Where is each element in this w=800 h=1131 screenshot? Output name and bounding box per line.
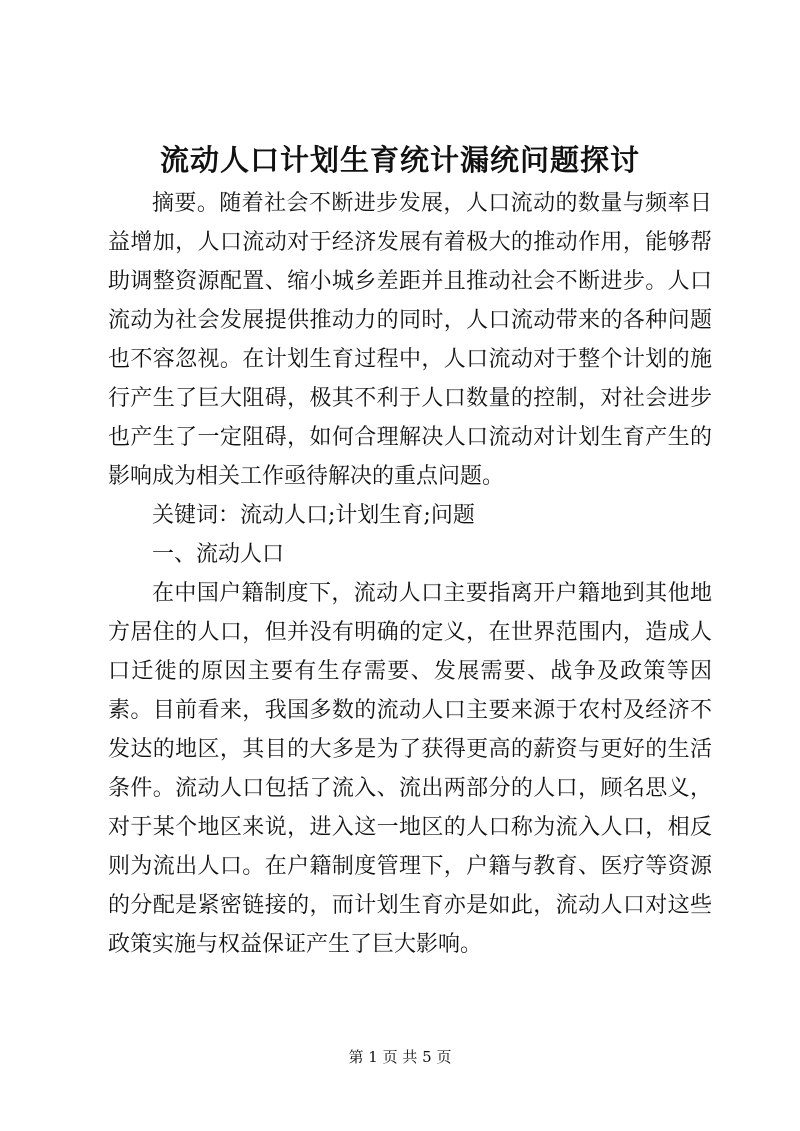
page-footer: 第 1 页 共 5 页 xyxy=(348,1048,452,1066)
body-paragraph: 在中国户籍制度下，流动人口主要指离开户籍地到其他地方居住的人口，但并没有明确的定义，在世界范围内，造成人口迁徙的原因主要有生存需要、发展需要、战争及政策等因素。目前看来，我国多数的流动人口主要来源于农村及经济不发达的地区，其目的大多是为了获得更高的薪资与更好的生活条件。流动人口包括了流入、流出两部分的人口，顾名思义，对于某个地区来说，进入这一地区的人口称为流入人口，相反则为流出人口。在户籍制度管理下，户籍与教育、医疗等资源的分配是紧密链接的，而计划生育亦是如此，流动人口对这些政策实施与权益保证产生了巨大影响。 xyxy=(108,581,712,957)
keywords-paragraph: 关键词：流动人口;计划生育;问题 xyxy=(152,503,475,528)
document-title: 流动人口计划生育统计漏统问题探讨 xyxy=(159,143,640,177)
section-heading: 一、流动人口 xyxy=(152,542,285,567)
document-body xyxy=(108,184,712,964)
abstract-paragraph: 摘要。随着社会不断进步发展，人口流动的数量与频率日益增加，人口流动对于经济发展有着极大的推动作用，能够帮助调整资源配置、缩小城乡差距并且推动社会不断进步。人口流动为社会发展提供推动力的同时，人口流动带来的各种问题也不容忽视。在计划生育过程中，人口流动对于整个计划的施行产生了巨大阻碍，极其不利于人口数量的控制，对社会进步也产生了一定阻碍，如何合理解决人口流动对计划生育产生的影响成为相关工作亟待解决的重点问题。 xyxy=(108,191,712,489)
